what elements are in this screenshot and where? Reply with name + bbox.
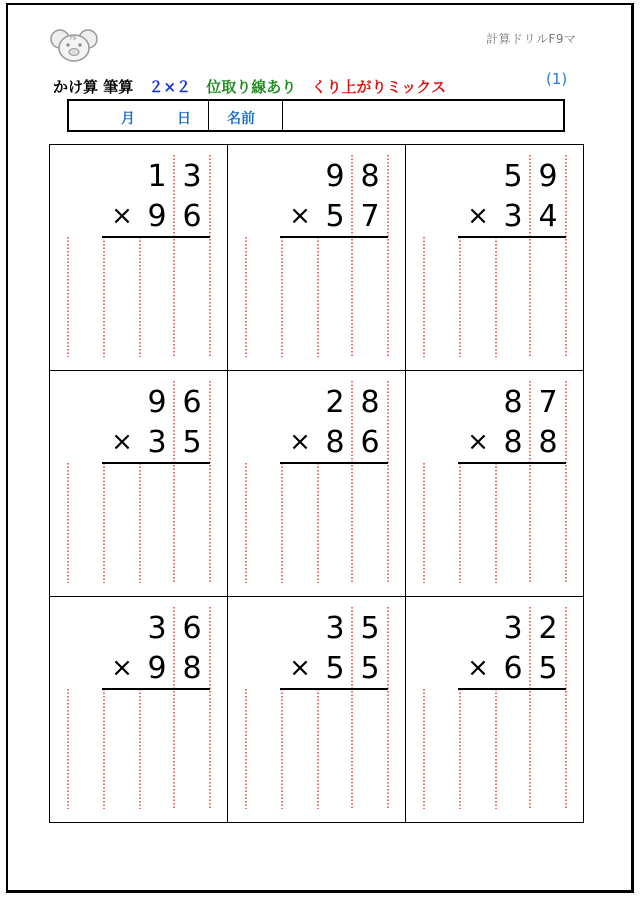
problem-cell (50, 145, 228, 371)
name-label: 名前 (227, 111, 255, 127)
bear-logo-icon (48, 28, 100, 68)
problem-cell (406, 145, 583, 371)
multiplicand-digit: 2 (325, 385, 345, 420)
problem-drawing (50, 597, 228, 822)
multiplicand-digit: 9 (325, 159, 345, 194)
title-part-3: 位取り線あり (206, 78, 297, 96)
multiplicand-digit: 3 (147, 611, 167, 646)
times-sign: × (289, 427, 311, 457)
multiplier-digit: 7 (360, 199, 380, 234)
problem-grid (49, 144, 584, 823)
multiplicand-digit: 5 (360, 611, 380, 646)
times-sign: × (111, 201, 133, 231)
times-sign: × (467, 201, 489, 231)
problem-drawing (228, 597, 406, 822)
month-label: 月 (121, 111, 135, 127)
multiplicand-digit: 8 (503, 385, 523, 420)
problem-drawing (50, 371, 228, 597)
problem-drawing (228, 371, 406, 597)
multiplicand-digit: 5 (503, 159, 523, 194)
day-label: 日 (177, 111, 191, 127)
multiplicand-digit: 1 (147, 159, 167, 194)
multiplier-digit: 6 (360, 425, 380, 460)
multiplier-digit: 8 (503, 425, 523, 460)
problem-cell (406, 597, 583, 822)
multiplier-digit: 5 (360, 651, 380, 686)
multiplier-digit: 5 (538, 651, 558, 686)
times-sign: × (467, 653, 489, 683)
multiplier-digit: 9 (147, 199, 167, 234)
name-row-divider (208, 101, 209, 130)
multiplicand-digit: 8 (360, 159, 380, 194)
problem-cell (50, 371, 228, 597)
worksheet-title (53, 76, 456, 97)
title-part-2: ２×２ (148, 78, 192, 96)
multiplicand-digit: 6 (182, 611, 202, 646)
multiplier-digit: 8 (538, 425, 558, 460)
svg-text:F9: F9 (70, 36, 77, 42)
multiplier-digit: 5 (325, 651, 345, 686)
multiplier-digit: 9 (147, 651, 167, 686)
multiplier-digit: 5 (325, 199, 345, 234)
multiplicand-digit: 9 (538, 159, 558, 194)
problem-cell (228, 597, 406, 822)
multiplier-digit: 6 (182, 199, 202, 234)
multiplier-digit: 3 (147, 425, 167, 460)
title-part-1: かけ算 筆算 (53, 78, 134, 96)
multiplicand-digit: 7 (538, 385, 558, 420)
multiplicand-digit: 8 (360, 385, 380, 420)
problem-cell (228, 371, 406, 597)
multiplier-digit: 6 (503, 651, 523, 686)
multiplicand-digit: 9 (147, 385, 167, 420)
name-row-divider (282, 101, 283, 130)
page-number: (1) (546, 70, 568, 88)
multiplicand-digit: 6 (182, 385, 202, 420)
problem-cell (406, 371, 583, 597)
times-sign: × (111, 427, 133, 457)
multiplicand-digit: 2 (538, 611, 558, 646)
problem-drawing (406, 371, 583, 597)
times-sign: × (467, 427, 489, 457)
title-part-4: くり上がりミックス (311, 78, 447, 96)
times-sign: × (111, 653, 133, 683)
multiplicand-digit: 3 (182, 159, 202, 194)
problem-cell (228, 145, 406, 371)
multiplier-digit: 8 (325, 425, 345, 460)
multiplicand-digit: 3 (503, 611, 523, 646)
brand-label: 計算ドリルF9マ (486, 32, 577, 46)
problem-cell (50, 597, 228, 822)
problem-drawing (406, 145, 583, 371)
name-date-row (67, 99, 565, 132)
multiplicand-digit: 3 (325, 611, 345, 646)
times-sign: × (289, 653, 311, 683)
times-sign: × (289, 201, 311, 231)
problem-drawing (406, 597, 583, 822)
problem-drawing (50, 145, 228, 371)
multiplier-digit: 5 (182, 425, 202, 460)
problem-drawing (228, 145, 406, 371)
multiplier-digit: 4 (538, 199, 558, 234)
multiplier-digit: 8 (182, 651, 202, 686)
multiplier-digit: 3 (503, 199, 523, 234)
